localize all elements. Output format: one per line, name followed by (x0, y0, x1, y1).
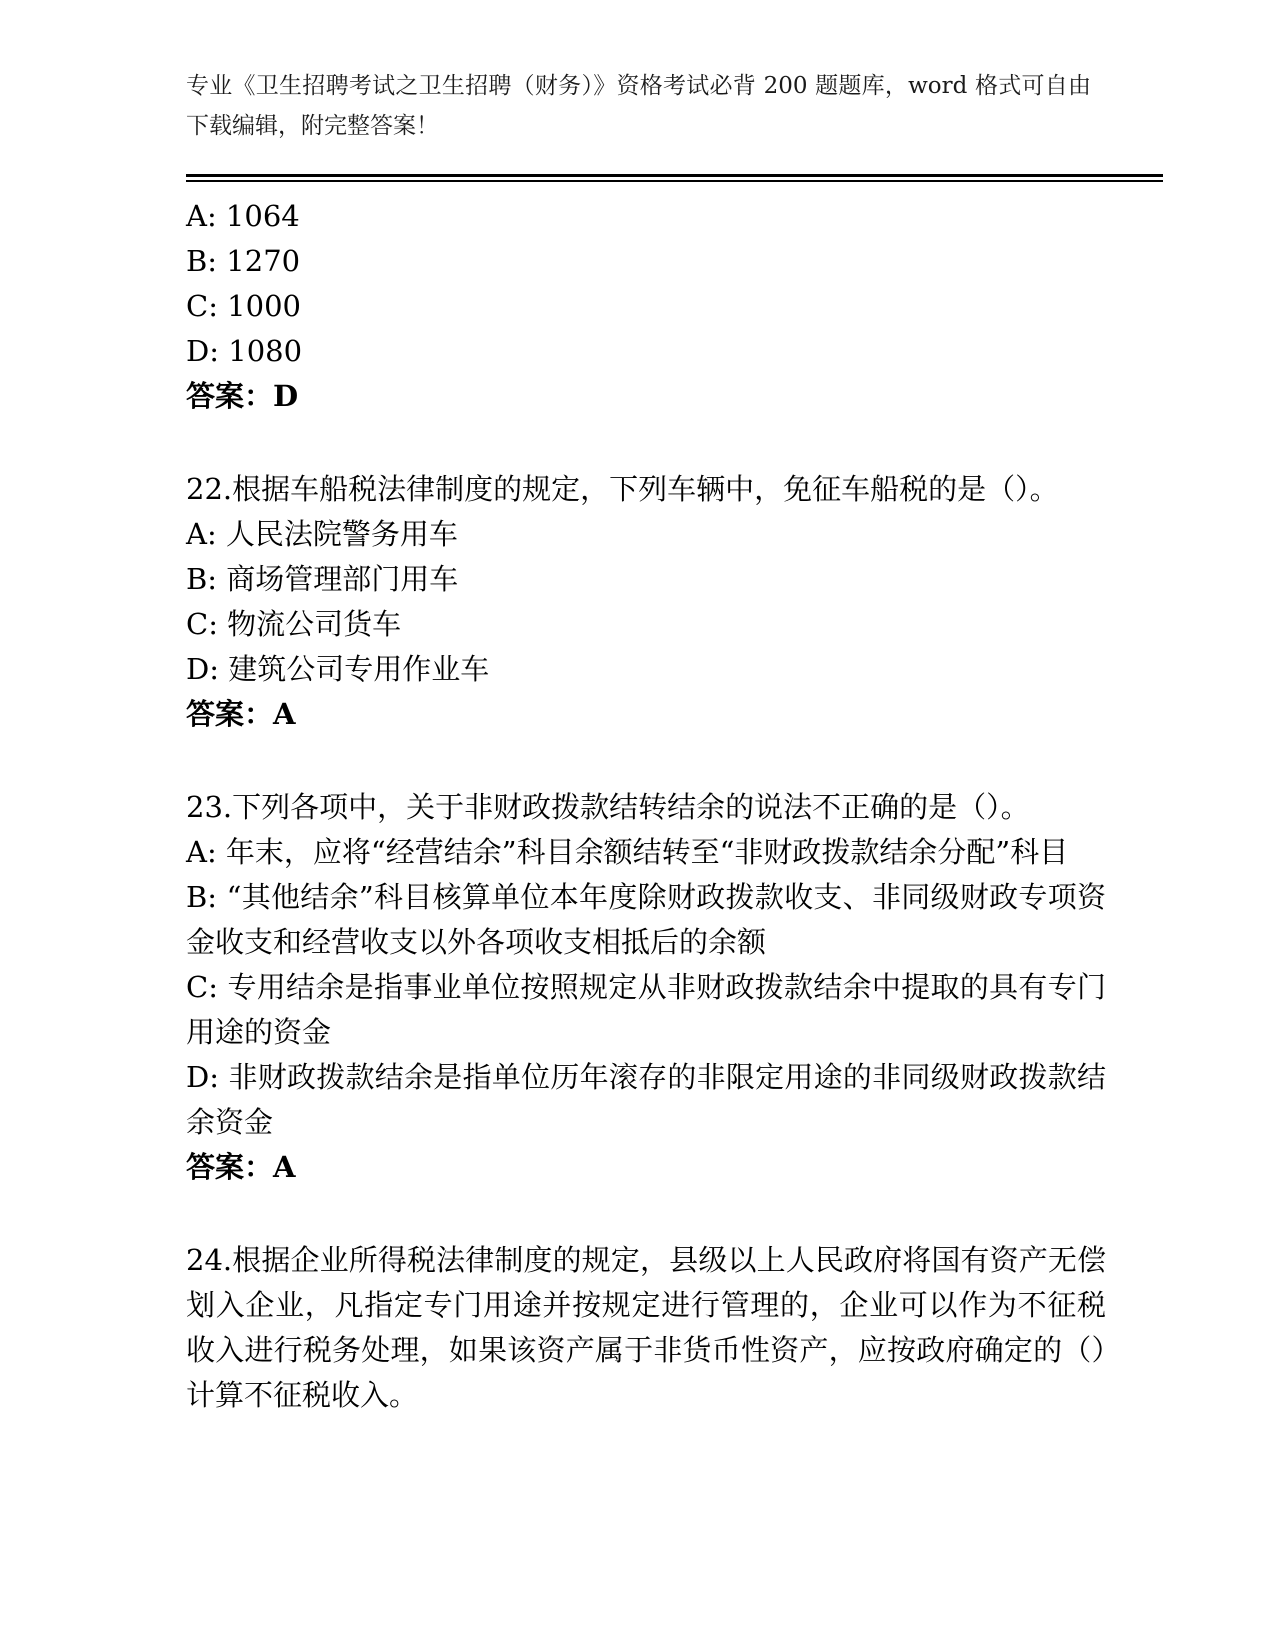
header-divider (186, 174, 1163, 182)
question-22-option-a: A: 人民法院警务用车 (186, 516, 458, 551)
question-21-option-c: C: 1000 (186, 288, 301, 323)
divider-thin-line (186, 180, 1163, 182)
question-22-option-c: C: 物流公司货车 (186, 606, 402, 641)
question-block-21 (186, 194, 1106, 419)
header-title: 专业《卫生招聘考试之卫生招聘（财务）》资格考试必背 200 题题库，word 格式可自由下载编辑，附完整答案！ (186, 73, 1091, 139)
question-block-24 (186, 1238, 1106, 1418)
question-23-option-d: D: 非财政拨款结余是指单位历年滚存的非限定用途的非同级财政拨款结余资金 (186, 1059, 1106, 1139)
question-23-option-a: A: 年末，应将“经营结余”科目余额结转至“非财政拨款结余分配”科目 (186, 834, 1069, 869)
question-23-option-b: B: “其他结余”科目核算单位本年度除财政拨款收支、非同级财政专项资金收支和经营收支以外各项收支相抵后的余额 (186, 879, 1106, 959)
question-21-option-b: B: 1270 (186, 243, 301, 278)
question-22-answer: 答案：A (186, 696, 296, 731)
document-body (186, 194, 1106, 1418)
page-header (186, 66, 1275, 182)
question-24-text: 24.根据企业所得税法律制度的规定，县级以上人民政府将国有资产无偿划入企业，凡指定专门用途并按规定进行管理的，企业可以作为不征税收入进行税务处理，如果该资产属于非货币性资产，应按政府确定的（）计算不征税收入。 (186, 1242, 1106, 1412)
question-22-text: 22.根据车船税法律制度的规定，下列车辆中，免征车船税的是（）。 (186, 471, 1059, 506)
question-22-option-b: B: 商场管理部门用车 (186, 561, 459, 596)
question-block-22 (186, 467, 1106, 737)
question-22-option-d: D: 建筑公司专用作业车 (186, 651, 490, 686)
question-block-23 (186, 785, 1106, 1190)
question-23-text: 23.下列各项中，关于非财政拨款结转结余的说法不正确的是（）。 (186, 789, 1030, 824)
question-21-option-d: D: 1080 (186, 333, 303, 368)
question-21-option-a: A: 1064 (186, 198, 300, 233)
question-23-option-c: C: 专用结余是指事业单位按照规定从非财政拨款结余中提取的具有专门用途的资金 (186, 969, 1106, 1049)
question-21-answer: 答案：D (186, 378, 299, 413)
question-23-answer: 答案：A (186, 1149, 296, 1184)
